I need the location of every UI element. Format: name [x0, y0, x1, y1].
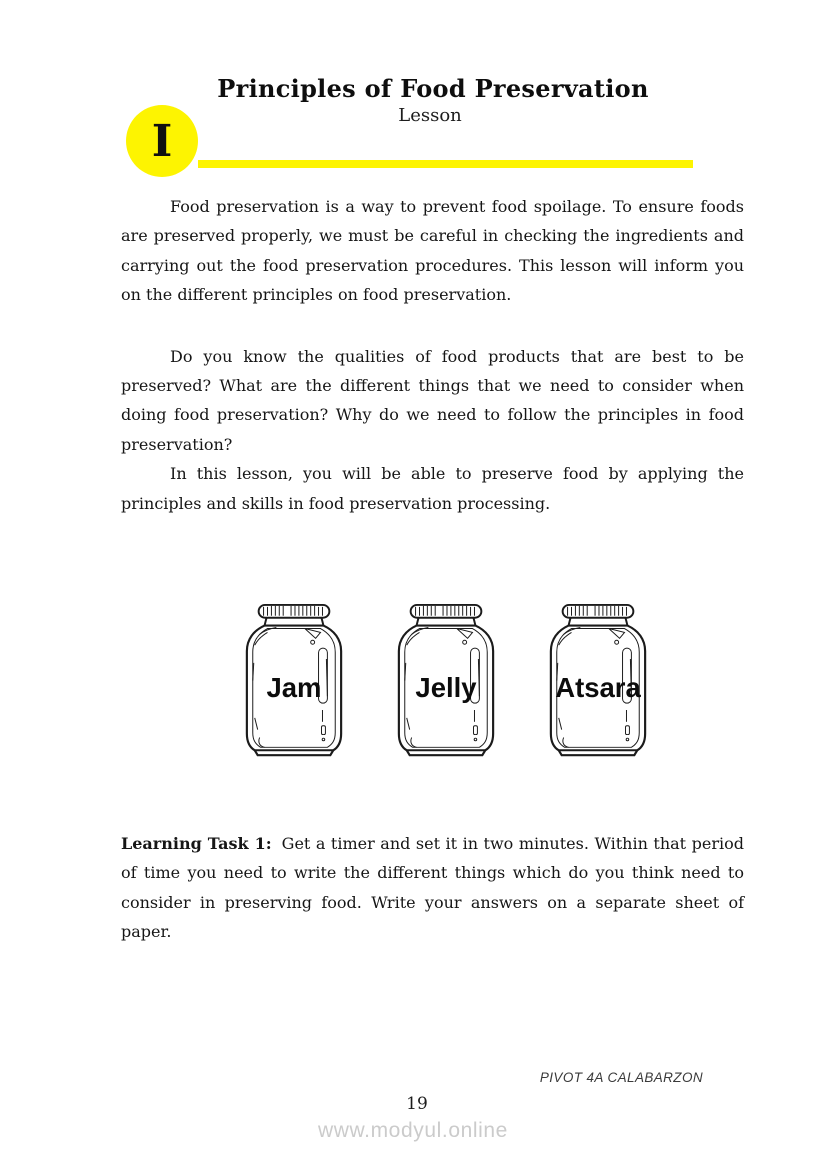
page-number: 19 [406, 1094, 428, 1114]
learning-task-text: Get a timer and set it in two minutes. Within that period of time you need to write the different things which do you think need to consider in preserving food. Write your answers on a separate sheet of paper. [121, 834, 744, 942]
jar-illustration-jelly [392, 602, 500, 765]
paragraph-intro: Food preservation is a way to prevent food spoilage. To ensure foods are preserved properly, we must be careful in checking the ingredients and carrying out the food preservation procedures. This lesson will inform you on the different principles on food preservation. [121, 197, 744, 305]
jar-illustration-jam [240, 602, 348, 765]
jar-illustrations [240, 602, 652, 765]
lesson-number: I [151, 115, 173, 167]
paragraph-questions: Do you know the qualities of food products that are best to be preserved? What are the different things that we need to consider when doing food preservation? Why do we need to follow the principles in food preservation? [121, 346, 744, 454]
lesson-number-badge [126, 105, 198, 177]
paragraph-objective: In this lesson, you will be able to preserve food by applying the principles and skills in food preservation processing. [121, 464, 744, 513]
yellow-divider-rule [198, 160, 693, 168]
page-title: Principles of Food Preservation [217, 74, 649, 103]
watermark-url: www.modyul.online [318, 1119, 508, 1142]
learning-task-label: Learning Task 1: [121, 834, 272, 853]
footer-imprint: PIVOT 4A CALABARZON [539, 1070, 703, 1085]
learning-task [121, 829, 744, 947]
jar-label: Atsara [555, 672, 641, 704]
jar-label: Jam [266, 672, 322, 704]
body-text [121, 192, 744, 518]
jar-illustration-atsara [544, 602, 652, 765]
page-subtitle: Lesson [398, 105, 462, 126]
jar-label: Jelly [415, 672, 477, 704]
